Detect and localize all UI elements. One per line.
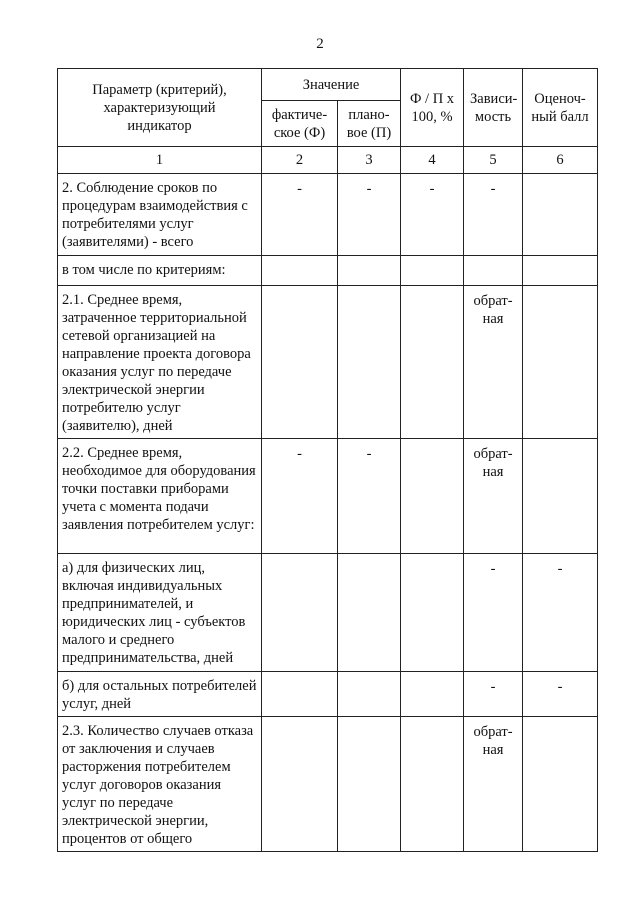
header-dependence: Зависи-мость [464,69,523,147]
header-score: Оценоч-ный балл [523,69,598,147]
actual-cell: - [262,174,338,256]
header-ratio: Ф / П х 100, % [401,69,464,147]
param-cell: 2.2. Среднее время, необходимое для оборудования точки поставки приборами учета с момента подачи заявления потребителем услуг: [58,439,262,554]
ratio-cell [401,672,464,717]
table-row [58,439,598,554]
table-row [58,286,598,439]
header-actual: фактиче-ское (Ф) [262,101,338,147]
column-number: 1 [58,147,262,174]
planned-cell [338,256,401,286]
actual-cell [262,256,338,286]
ratio-cell: - [401,174,464,256]
dependence-cell: - [464,672,523,717]
dependence-cell [464,256,523,286]
actual-cell [262,672,338,717]
dependence-cell: - [464,554,523,672]
planned-cell [338,717,401,852]
indicator-table [57,68,598,852]
actual-cell [262,717,338,852]
ratio-cell [401,286,464,439]
ratio-cell [401,256,464,286]
score-cell [523,174,598,256]
param-cell: 2.3. Количество случаев отказа от заключения и случаев расторжения потребителем услуг договоров оказания услуг по передаче электрической энергии, процентов от общего [58,717,262,852]
param-cell: а) для физических лиц, включая индивидуальных предпринимателей, и юридических лиц - субъектов малого и среднего предпринимательства, дней [58,554,262,672]
column-number: 5 [464,147,523,174]
ratio-cell [401,439,464,554]
header-parameter: Параметр (критерий), характеризующий индикатор [58,69,262,147]
score-cell [523,439,598,554]
param-cell: б) для остальных потребителей услуг, дней [58,672,262,717]
page-number: 2 [316,36,324,52]
dependence-cell: - [464,174,523,256]
actual-cell [262,554,338,672]
planned-cell [338,286,401,439]
dependence-cell: обрат-ная [464,439,523,554]
planned-cell [338,554,401,672]
table-row [58,717,598,852]
ratio-cell [401,717,464,852]
planned-cell [338,672,401,717]
ratio-cell [401,554,464,672]
actual-cell [262,286,338,439]
param-cell: 2. Соблюдение сроков по процедурам взаимодействия с потребителями услуг (заявителями) - всего [58,174,262,256]
score-cell: - [523,554,598,672]
score-cell [523,717,598,852]
table-row [58,174,598,256]
column-number: 2 [262,147,338,174]
param-cell: 2.1. Среднее время, затраченное территориальной сетевой организацией на направление проекта договора оказания услуг по передаче электрической энергии потребителю услуг (заявителю), дней [58,286,262,439]
column-number: 4 [401,147,464,174]
param-cell: в том числе по критериям: [58,256,262,286]
actual-cell: - [262,439,338,554]
score-cell [523,286,598,439]
header-value-group: Значение [262,69,401,101]
score-cell [523,256,598,286]
table-row [58,672,598,717]
dependence-cell: обрат-ная [464,717,523,852]
header-planned: плано-вое (П) [338,101,401,147]
planned-cell: - [338,174,401,256]
column-numbers-row [58,147,598,174]
planned-cell: - [338,439,401,554]
column-number: 6 [523,147,598,174]
score-cell: - [523,672,598,717]
table-row [58,256,598,286]
column-number: 3 [338,147,401,174]
table-row [58,554,598,672]
dependence-cell: обрат-ная [464,286,523,439]
